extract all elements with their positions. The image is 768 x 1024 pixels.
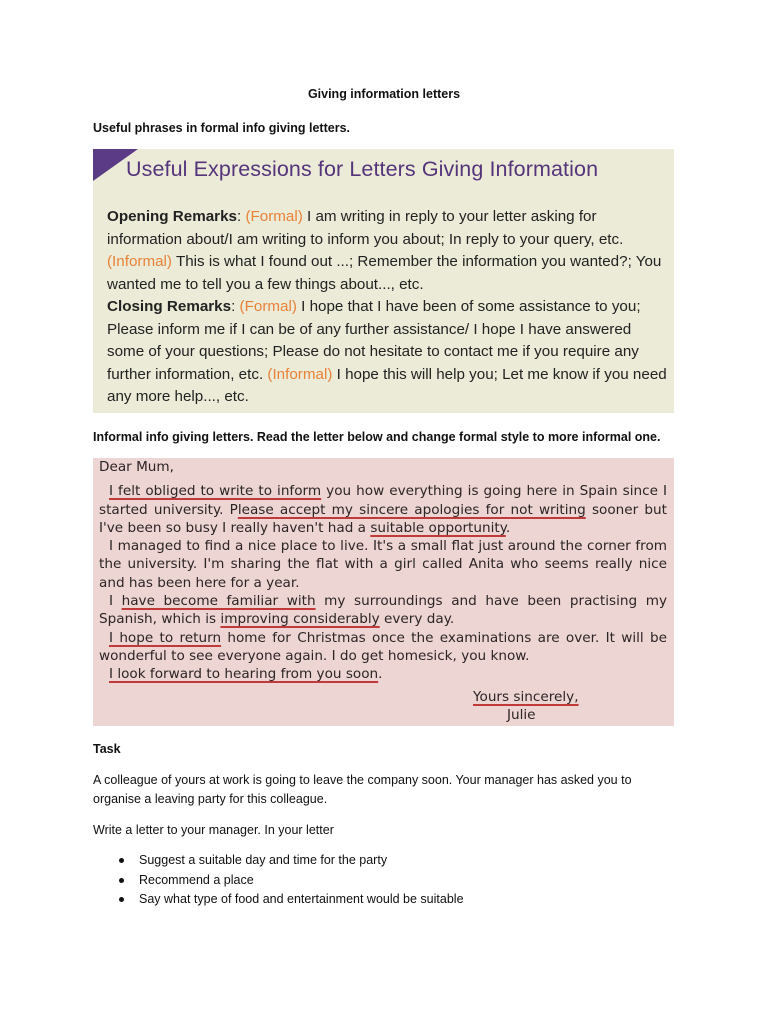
letter-image	[93, 458, 674, 726]
informal-tag: (Informal)	[107, 253, 172, 270]
write-intro: Write a letter to your manager. In your letter	[93, 823, 334, 837]
page-title: Giving information letters	[307, 87, 461, 101]
task-description: A colleague of yours at work is going to leave the company soon. Your manager has asked you to organise a leaving party for this colleague.	[93, 773, 632, 806]
underlined-phrase: I look forward to hearing from you soon	[109, 666, 379, 683]
closing-formal-text: I hope that I have been of some assistance to you; Please inform me if I can be of any further assistance/ I hope I have answered some of your questions; Please do not hesitate to contact me if you require any further information, etc.	[107, 298, 641, 383]
list-item	[93, 853, 464, 873]
opening-informal-text: This is what I found out ...; Remember the information you wanted?; You wanted me to tell you a few things about..., etc.	[107, 253, 662, 293]
letter-text-run: I	[109, 593, 122, 610]
letter-text-run: home for Christmas once the examinations are over. It will be wonderful to see everyone again. I do get homesick, you know.	[99, 629, 667, 664]
letter-text-run: my surroundings and have been practising my Spanish, which is	[99, 593, 667, 628]
formal-tag: (Formal)	[239, 298, 297, 315]
letter-text-run: .	[505, 519, 511, 536]
informal-letters-label: Informal info giving letters. Read the letter below and change formal style to more informal one.	[93, 430, 661, 444]
bullet-text: Say what type of food and entertainment would be suitable	[139, 892, 464, 906]
bullet-text: Recommend a place	[139, 872, 254, 887]
expressions-heading: Useful Expressions for Letters Giving Information	[126, 157, 599, 181]
letter-paragraph: I managed to find a nice place to live. It's a small flat just around the corner from the university. I'm sharing the flat with a girl called Anita who seems really nice and has been here for a year.	[99, 538, 667, 591]
letter-body	[99, 458, 667, 684]
underlined-phrase: have become familiar with	[121, 593, 316, 610]
underlined-phrase: I hope to return	[109, 629, 222, 646]
bullet-text: Suggest a suitable day and time for the party	[139, 853, 388, 867]
formal-tag: (Formal)	[245, 208, 303, 225]
letter-text-run: .	[378, 666, 383, 683]
informal-tag: (Informal)	[267, 365, 333, 383]
letter-paragraph	[99, 482, 667, 537]
useful-phrases-label: Useful phrases in formal info giving letters.	[93, 121, 350, 135]
expressions-body: Opening Remarks: (Formal) I am writing in reply to your letter asking for information about/I am writing to inform you about; In reply to your query, etc. (Informal) This is what I found out ...; Remember the information you wanted?; You wanted me to tell you a few things about..., etc. Closing Remarks: (Formal) I hope that I have been of some assistance to you; Please inform me if I can be of any further assistance/ I hope I have answered some of your questions; Please do not hesitate to contact me if you require any further information, etc. (Informal) I hope this will help you; Let me know if you need any more help..., etc.	[107, 208, 667, 405]
underlined-phrase: improving considerably	[220, 611, 380, 628]
closing-remarks-label: Closing Remarks	[107, 298, 232, 315]
underlined-phrase: suitable opportunity	[370, 519, 506, 536]
letter-closing: Yours sincerely,	[473, 689, 579, 705]
letter-greeting: Dear Mum,	[99, 459, 174, 475]
task-bullet-list	[93, 853, 464, 912]
task-label: Task	[93, 742, 121, 756]
closing-informal-text: I hope this will help you; Let me know if you need any more help..., etc.	[107, 365, 667, 405]
list-item	[93, 873, 464, 893]
letter-paragraph	[99, 592, 667, 629]
opening-remarks-label: Opening Remarks	[107, 208, 237, 225]
letter-signoff	[473, 688, 579, 724]
letter-text-run: every day.	[379, 611, 455, 628]
underlined-phrase: I felt obliged to write to inform	[109, 483, 322, 500]
list-item	[93, 892, 464, 912]
expressions-box	[93, 149, 674, 413]
letter-paragraph	[99, 629, 667, 666]
underlined-phrase: lease accept my sincere apologies for not writing	[237, 501, 586, 518]
letter-paragraph	[99, 665, 667, 683]
bullet-icon	[119, 897, 124, 902]
bullet-icon	[119, 858, 124, 863]
bullet-icon	[119, 878, 124, 883]
opening-formal-text: I am writing in reply to your letter asking for information about/I am writing to inform you about; In reply to your query, etc.	[107, 208, 624, 248]
letter-text-run: sooner but I've been so busy I really haven't had a	[99, 501, 667, 536]
letter-text-run: you how everything is going here in Spain since I started university. P	[99, 483, 668, 518]
letter-signature: Julie	[507, 707, 536, 723]
